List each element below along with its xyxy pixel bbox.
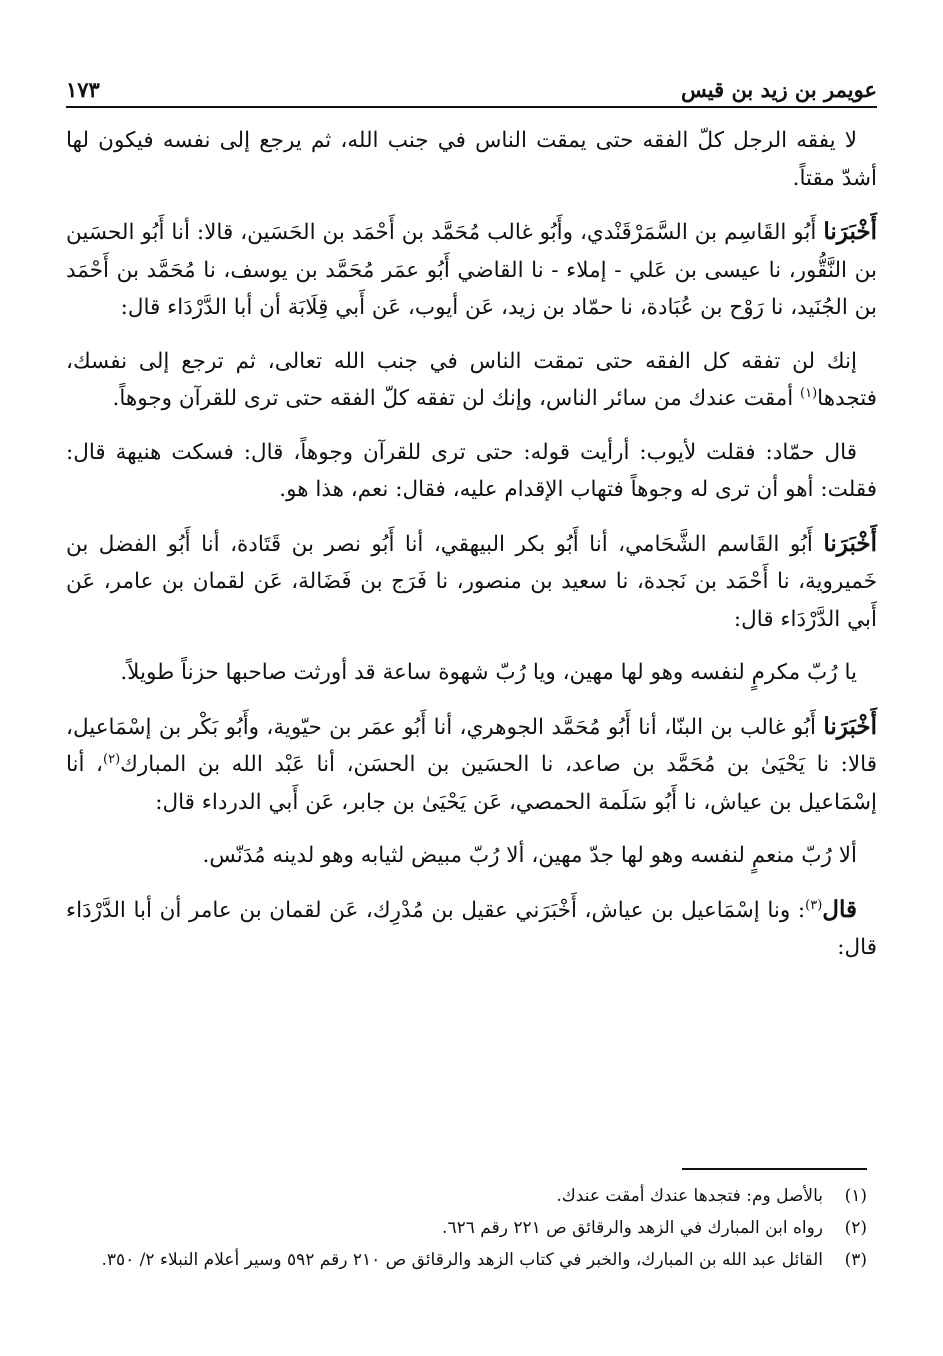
footnote-item [66, 1180, 867, 1212]
footnote-number: (٢) [844, 1218, 867, 1238]
paragraph-6 [66, 654, 877, 692]
page-number: ١٧٣ [66, 77, 100, 102]
footnote-ref-3[interactable]: (٣) [805, 897, 823, 913]
paragraph-text: إنك لن تفقه كل الفقه حتى تمقت الناس في جنب الله تعالى، ثم ترجع إلى نفسك، فتجدها [66, 348, 877, 411]
lead-word: أَخْبَرَنا [823, 529, 877, 557]
paragraph-7 [66, 708, 877, 822]
page-header [66, 60, 877, 108]
footnote-ref-2[interactable]: (٢) [103, 751, 121, 767]
paragraph-1 [66, 122, 877, 197]
footnote-number: (١) [844, 1186, 867, 1206]
footnote-text: رواه ابن المبارك في الزهد والرقائق ص ٢٢١ رقم ٦٢٦. [442, 1218, 823, 1238]
paragraph-8 [66, 837, 877, 875]
main-text [66, 122, 877, 967]
paragraph-text: لا يفقه الرجل كلّ الفقه حتى يمقت الناس في جنب الله، ثم يرجع إلى نفسه فيكون لها أشدّ مقتاً. [66, 128, 877, 191]
footnote-item [66, 1212, 867, 1244]
paragraph-5 [66, 525, 877, 639]
paragraph-text: أَبُو القَاسم الشَّحَامي، أنا أَبُو بكر البيهقي، أنا أَبُو نصر بن قَتَادة، أنا أَبُو الفضل بن خَميروية، نا أَحْمَد بن نَجدة، نا سعيد بن منصور، نا فَرَج بن فَضَالة، عَن لقمان بن عامر، عَن أَبي الدَّرْدَاء قال: [66, 531, 877, 632]
running-title: عويمر بن زيد بن قيس [680, 77, 877, 102]
paragraph-3 [66, 343, 877, 418]
paragraph-text: ألا رُبّ منعمٍ لنفسه وهو لها جدّ مهين، ألا رُبّ مبيض لثيابه وهو لدينه مُدَنّس. [202, 843, 857, 868]
lead-word: أَخْبَرَنا [823, 218, 877, 245]
paragraph-2 [66, 213, 877, 327]
footnote-divider [682, 1168, 867, 1170]
footnote-text: بالأصل وم: فتجدها عندك أمقت عندك. [556, 1186, 823, 1206]
footnotes [66, 1180, 867, 1276]
lead-word: أَخْبَرَنا [823, 712, 877, 740]
paragraph-text-cont: ، أنا إسْمَاعيل بن عياش، نا أَبُو سَلَمة الحمصي، عَن يَحْيَىٰ بن جابر، عَن أَبي الدرداء قال: [66, 752, 877, 815]
footnote-number: (٣) [844, 1250, 867, 1270]
paragraph-4 [66, 434, 877, 509]
paragraph-text: : ونا إسْمَاعيل بن عياش، أَخْبَرَني عقيل بن مُدْرِك، عَن لقمان بن عامر أن أبا الدَّرْدَاء قال: [66, 897, 877, 960]
paragraph-text: قال حمّاد: فقلت لأيوب: أرأيت قوله: حتى ترى للقرآن وجوهاً، قال: فسكت هنيهة قال: فقلت: أهو أن ترى له وجوهاً فتهاب الإقدام عليه، فقال: نعم، هذا هو. [66, 439, 877, 502]
footnote-text: القائل عبد الله بن المبارك، والخبر في كتاب الزهد والرقائق ص ٢١٠ رقم ٥٩٢ وسير أعلام النبلاء ٢/ ٣٥٠. [101, 1250, 823, 1270]
paragraph-text: أَبُو غالب بن البنّا، أنا أَبُو مُحَمَّد الجوهري، أنا أَبُو عمَر بن حيّوية، وأَبُو بَكْر بن إسْمَاعيل، قالا: نا يَحْيَىٰ بن مُحَمَّد بن صاعد، نا الحسَين بن الحسَن، أنا عَبْد الله بن المبارك [66, 714, 877, 777]
footnote-ref-1[interactable]: (١) [800, 385, 818, 401]
paragraph-text-cont: أمقت عندك من سائر الناس، وإنك لن تفقه كلّ الفقه حتى ترى للقرآن وجوهاً. [112, 386, 801, 411]
paragraph-text: يا رُبّ مكرمٍ لنفسه وهو لها مهين، ويا رُبّ شهوة ساعة قد أورثت صاحبها حزناً طويلاً. [120, 660, 857, 685]
paragraph-text: أَبُو القَاسِم بن السَّمَرْقَنْدي، وأَبُو غالب مُحَمَّد بن أَحْمَد بن الحَسَين، قالا: أنا أَبُو الحسَين بن النَّقُّور، نا عيسى بن عَلي - إملاء - نا القاضي أَبُو عمَر مُحَمَّد بن يوسف، نا مُحَمَّد بن أَحْمَد بن الجُنَيد، نا رَوْح بن عُبَادة، نا حمّاد بن زيد، عَن أيوب، عَن أَبي قِلَابَة أن أبا الدَّرْدَاء قال: [66, 220, 877, 320]
footnote-item [66, 1244, 867, 1276]
lead-word: قال [822, 895, 857, 923]
paragraph-9 [66, 891, 877, 967]
